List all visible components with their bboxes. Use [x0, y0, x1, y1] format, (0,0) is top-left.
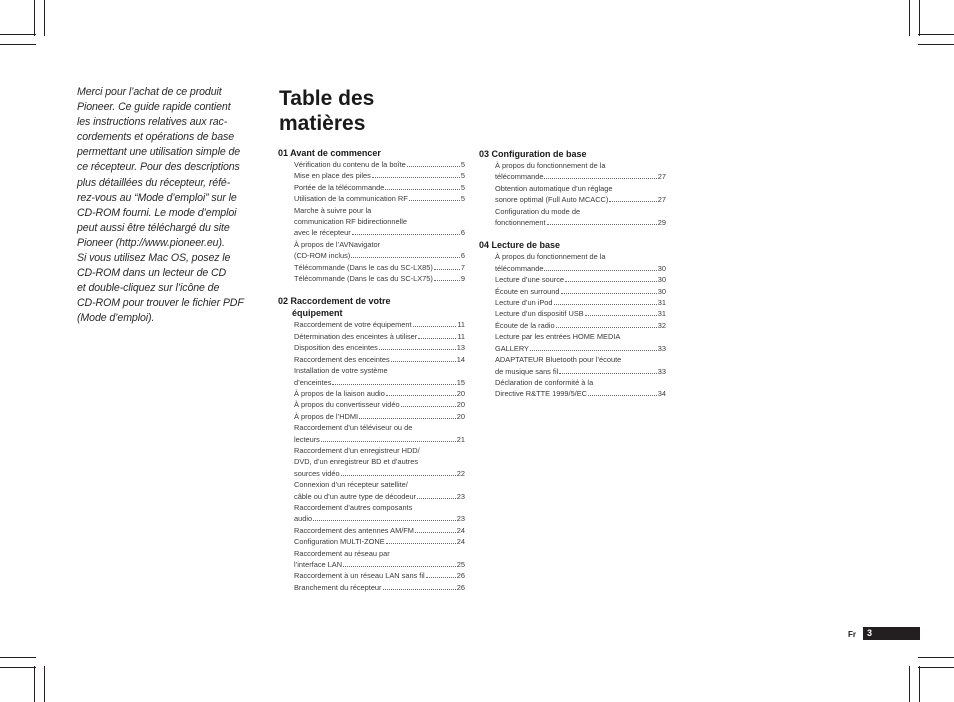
toc-entry-page: 5: [460, 171, 465, 181]
toc-entry-text: Raccordement d’un enregistreur HDD/: [294, 445, 420, 455]
toc-entry-text: Écoute en surround: [495, 286, 560, 296]
dot-leader: [379, 349, 456, 350]
dot-leader: [544, 178, 656, 179]
toc-entry-text: Lecture d’un dispositif USB: [495, 309, 584, 319]
toc-entry-page: 11: [457, 320, 465, 330]
toc-entry-text: Lecture par les entrées HOME MEDIA: [495, 332, 621, 342]
toc-entry-page: 24: [456, 537, 465, 547]
toc-entry-page: 23: [456, 491, 465, 501]
toc-entry-page: 5: [460, 194, 465, 204]
toc-column-right: [479, 148, 666, 400]
toc-entry-text: GALLERY: [495, 343, 529, 353]
toc-entry-page: 20: [456, 400, 465, 410]
toc-section-title: [479, 148, 666, 160]
dot-leader: [359, 418, 456, 419]
toc-entry-page: 25: [456, 560, 465, 569]
toc-entry-text: Raccordement des enceintes: [294, 354, 390, 364]
dot-leader: [530, 350, 657, 351]
dot-leader: [386, 543, 456, 544]
toc-entry-text: Directive R&TTE 1999/5/EC: [495, 389, 588, 399]
toc-entry-page: 7: [460, 262, 465, 272]
toc-entry-text: audio: [294, 514, 313, 524]
toc-entry[interactable]: [479, 297, 666, 308]
footer-language: Fr: [848, 630, 856, 639]
dot-leader: [547, 224, 657, 225]
toc-entry-text: sources vidéo: [294, 468, 340, 478]
toc-entry[interactable]: [278, 331, 465, 342]
dot-leader: [418, 338, 456, 339]
intro-paragraph: Merci pour l’achat de ce produit Pioneer. Ce guide rapide contient les instructions relatives aux rac- cordements et opérations de base permettant une utilisation simple de ce récepteur. Pour des descriptions plus détaillées du récepteur, réfé- rez-vous au “Mode d’emploi” sur le CD-ROM fourni. Le mode d’emploi peut aussi être téléchargé du site Pioneer (http://www.pioneer.eu). Si vous utilisez Mac OS, posez le CD-ROM dans un lecteur de CD et double-cliquez sur l’icône de CD-ROM pour trouver le fichier PDF (Mode d’emploi).: [77, 86, 244, 325]
toc-section-title: [479, 239, 666, 251]
dot-leader: [417, 498, 456, 499]
toc-entry-page: 14: [456, 354, 465, 364]
toc-entry[interactable]: [479, 274, 666, 285]
toc-entry[interactable]: [278, 399, 465, 410]
dot-leader: [588, 395, 657, 396]
toc-entry[interactable]: [278, 193, 465, 204]
toc-entry-text: (CD-ROM inclus): [294, 251, 351, 261]
dot-leader: [407, 166, 460, 167]
toc-entry-page: 6: [460, 251, 465, 261]
toc-entry-page: 27: [657, 195, 666, 205]
toc-entry-text: À propos de l’AVNavigator: [294, 239, 381, 249]
toc-entry[interactable]: [278, 319, 465, 330]
toc-entry-page: 26: [456, 582, 465, 592]
toc-section-02: [278, 295, 465, 593]
dot-leader: [332, 384, 455, 385]
toc-entry-text: Branchement du récepteur: [294, 582, 382, 592]
toc-entry-text: Raccordement au réseau par: [294, 548, 390, 558]
dot-leader: [352, 234, 460, 235]
toc-entry[interactable]: [278, 388, 465, 399]
toc-entry-text: À propos du fonctionnement de la: [495, 161, 606, 170]
toc-entry-text: Détermination des enceintes à utiliser: [294, 331, 418, 341]
toc-entry-page: 29: [657, 218, 666, 228]
toc-entry-text: l’interface LAN: [294, 560, 343, 569]
crop-mark-top-right-horizontal: [918, 34, 954, 35]
crop-mark-top-left-horizontal: [0, 34, 36, 35]
toc-entry-page: 5: [460, 160, 465, 169]
toc-entry-page: 5: [460, 182, 465, 192]
dot-leader: [609, 201, 656, 202]
dot-leader: [321, 441, 456, 442]
toc-entry[interactable]: [278, 354, 465, 365]
toc-entry-page: 6: [460, 228, 465, 238]
toc-entry-page: 20: [456, 388, 465, 398]
toc-entry-text: Configuration MULTI-ZONE: [294, 537, 385, 547]
toc-entry-text: Mise en place des piles: [294, 171, 371, 181]
toc-entry-page: 34: [657, 389, 666, 399]
toc-entry-text: de musique sans fil: [495, 366, 559, 376]
toc-entry-page: 20: [456, 411, 465, 421]
crop-mark-top-right-offset-h: [918, 44, 954, 45]
dot-leader: [565, 281, 657, 282]
toc-entry-text: fonctionnement: [495, 218, 546, 228]
toc-entry[interactable]: [278, 582, 465, 593]
toc-entry[interactable]: [278, 365, 465, 388]
toc-entry-text: Utilisation de la communication RF: [294, 194, 408, 204]
toc-entry-text: Télécommande (Dans le cas du SC-LX85): [294, 262, 433, 272]
page-title: Table des matières: [279, 87, 375, 135]
toc-section-title: [278, 147, 465, 159]
crop-mark-bottom-left-offset: [44, 666, 45, 702]
toc-entry-text: lecteurs: [294, 434, 320, 444]
toc-entry-page: 11: [457, 331, 465, 341]
toc-entry-text: Vérification du contenu de la boîte: [294, 160, 406, 169]
toc-entry-text: câble ou d’un autre type de décodeur: [294, 491, 417, 501]
toc-entry[interactable]: [278, 411, 465, 422]
toc-entry-text: Raccordement d’autres composants: [294, 502, 413, 512]
toc-entry[interactable]: [278, 239, 465, 262]
dot-leader: [343, 566, 456, 567]
toc-entry-text: Marche à suivre pour la: [294, 205, 372, 215]
toc-entry[interactable]: [278, 525, 465, 536]
toc-entry[interactable]: [479, 354, 666, 377]
toc-entry-text: Installation de votre système: [294, 366, 388, 376]
toc-entry-text: Déclaration de conformité à la: [495, 377, 594, 387]
toc-entry-text: Portée de la télécommande: [294, 182, 385, 192]
toc-entry-text: sonore optimal (Full Auto MCACC): [495, 195, 609, 205]
toc-entry-text: Obtention automatique d’un réglage: [495, 183, 613, 193]
toc-entry[interactable]: [479, 308, 666, 319]
toc-entry-page: 27: [657, 172, 666, 182]
footer-page-tab: [863, 627, 920, 640]
toc-section-title-line: 02 Raccordement de votre: [278, 296, 391, 307]
dot-leader: [585, 315, 657, 316]
toc-entry[interactable]: [479, 160, 666, 183]
dot-leader: [415, 532, 456, 533]
toc-entry-page: 31: [657, 309, 666, 319]
dot-leader: [341, 475, 456, 476]
toc-entry-text: Télécommande (Dans le cas du SC-LX75): [294, 274, 433, 284]
toc-entry[interactable]: [278, 422, 465, 445]
toc-entry[interactable]: [278, 262, 465, 273]
toc-entry-text: Disposition des enceintes: [294, 343, 378, 353]
toc-entry-text: d’enceintes: [294, 377, 332, 387]
crop-mark-bottom-right-offset-h: [918, 657, 954, 658]
crop-mark-bottom-right-offset: [919, 666, 920, 702]
toc-entry[interactable]: [278, 205, 465, 239]
toc-entry[interactable]: [278, 479, 465, 502]
toc-entry[interactable]: [278, 548, 465, 571]
toc-entry-text: À propos de la liaison audio: [294, 388, 385, 398]
toc-entry-page: 30: [657, 275, 666, 285]
dot-leader: [313, 520, 456, 521]
dot-leader: [413, 326, 457, 327]
toc-entry-page: 23: [456, 514, 465, 524]
toc-entry-page: 22: [456, 468, 465, 478]
toc-section-title-line: 04 Lecture de base: [479, 240, 561, 251]
toc-entry-page: 30: [657, 286, 666, 296]
toc-entry[interactable]: [479, 331, 666, 354]
toc-entry-page: 9: [460, 274, 465, 284]
toc-entry[interactable]: [278, 342, 465, 353]
toc-entry-page: 33: [657, 366, 666, 376]
footer-page-number: 3: [867, 628, 873, 638]
toc-entry[interactable]: [479, 183, 666, 206]
dot-leader: [561, 293, 657, 294]
dot-leader: [426, 577, 456, 578]
toc-section-title: [278, 295, 465, 319]
toc-entry-page: 31: [657, 298, 666, 308]
toc-entry-text: Raccordement d’un téléviseur ou de: [294, 423, 413, 433]
toc-entry-text: Raccordement des antennes AM/FM: [294, 525, 414, 535]
toc-section-title-line: 01 Avant de commencer: [278, 148, 381, 158]
dot-leader: [409, 200, 460, 201]
toc-entry-text: À propos de l’HDMI: [294, 411, 359, 421]
crop-mark-bottom-left-offset-h: [0, 657, 36, 658]
toc-entry[interactable]: [278, 502, 465, 525]
toc-section-01: [278, 147, 465, 284]
toc-section-title-line: équipement: [292, 308, 343, 319]
toc-entry[interactable]: [479, 320, 666, 331]
dot-leader: [401, 406, 456, 407]
toc-entry-page: 33: [657, 343, 666, 353]
crop-mark-top-right-vertical: [909, 0, 910, 36]
toc-entry-page: 15: [456, 377, 465, 387]
dot-leader: [351, 257, 460, 258]
dot-leader: [386, 395, 456, 396]
toc-entry-page: 24: [456, 525, 465, 535]
dot-leader: [554, 304, 657, 305]
toc-entry[interactable]: [479, 251, 666, 274]
toc-entry-text: Configuration du mode de: [495, 206, 581, 216]
crop-mark-top-left-vertical: [34, 0, 35, 36]
toc-entry-page: 26: [456, 571, 465, 581]
toc-entry-text: Connexion d’un récepteur satellite/: [294, 480, 408, 490]
toc-entry-text: À propos du convertisseur vidéo: [294, 400, 400, 410]
crop-mark-top-right-offset: [919, 0, 920, 36]
toc-entry[interactable]: [278, 536, 465, 547]
crop-mark-top-left-offset-h: [0, 44, 36, 45]
dot-leader: [544, 270, 656, 271]
dot-leader: [385, 189, 459, 190]
toc-entry[interactable]: [278, 570, 465, 581]
toc-entry[interactable]: [278, 445, 465, 479]
toc-entry-page: 13: [456, 343, 465, 353]
toc-entry[interactable]: [278, 159, 465, 170]
crop-mark-bottom-left-vertical: [34, 666, 35, 702]
toc-entry-text: Lecture d’une source: [495, 275, 565, 285]
dot-leader: [559, 373, 657, 374]
toc-entry-text: Raccordement à un réseau LAN sans fil: [294, 571, 425, 581]
toc-entry[interactable]: [278, 170, 465, 181]
toc-entry-page: 21: [456, 434, 465, 444]
toc-entry[interactable]: [278, 273, 465, 284]
toc-entry[interactable]: [479, 377, 666, 400]
crop-mark-bottom-left-horizontal: [0, 667, 36, 668]
toc-entry[interactable]: [278, 182, 465, 193]
toc-entry-text: ADAPTATEUR Bluetooth pour l’écoute: [495, 355, 622, 365]
dot-leader: [383, 589, 456, 590]
toc-entry-page: 32: [657, 320, 666, 330]
dot-leader: [372, 177, 460, 178]
toc-entry-text: communication RF bidirectionnelle: [294, 217, 407, 227]
toc-entry-text: Écoute de la radio: [495, 320, 555, 330]
toc-entry[interactable]: [479, 206, 666, 229]
toc-entry-text: Raccordement de votre équipement: [294, 320, 412, 330]
toc-entry[interactable]: [479, 286, 666, 297]
toc-entry-text: À propos du fonctionnement de la: [495, 252, 606, 262]
toc-entry-text: télécommande: [495, 172, 544, 182]
toc-entry-text: télécommande: [495, 263, 544, 273]
dot-leader: [391, 361, 456, 362]
crop-mark-bottom-right-vertical: [909, 666, 910, 702]
toc-entry-text: Lecture d’un iPod: [495, 298, 553, 308]
toc-section-04: [479, 239, 666, 399]
toc-column-left: [278, 147, 465, 593]
toc-section-03: [479, 148, 666, 228]
toc-entry-text: avec le récepteur: [294, 228, 351, 238]
crop-mark-top-left-offset: [44, 0, 45, 36]
toc-entry-page: 30: [657, 263, 666, 273]
toc-entry-text: DVD, d’un enregistreur BD et d’autres: [294, 457, 419, 467]
dot-leader: [556, 327, 657, 328]
crop-mark-bottom-right-horizontal: [918, 667, 954, 668]
dot-leader: [434, 269, 460, 270]
toc-section-title-line: 03 Configuration de base: [479, 149, 587, 159]
dot-leader: [434, 280, 460, 281]
